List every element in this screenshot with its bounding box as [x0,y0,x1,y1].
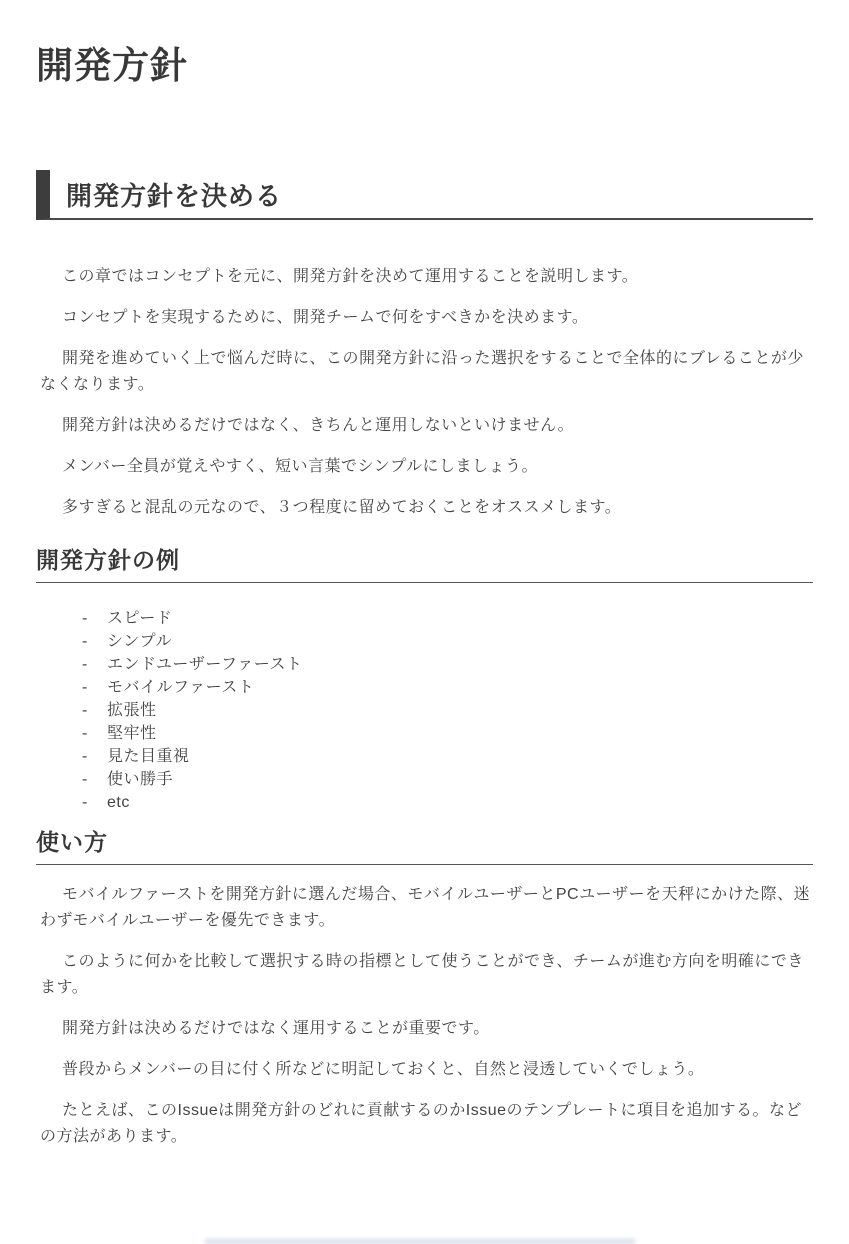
paragraph: 開発方針は決めるだけではなく、きちんと運用しないといけません。 [62,417,575,435]
examples-heading: 開発方針の例 [36,546,813,583]
list-item [82,791,813,814]
paragraph: 開発を進めていく上で悩んだ時に、この開発方針に沿った選択をすることで全体的にブレることが少なくなります。 [40,350,804,394]
examples-list [36,607,813,814]
list-bullet: - [82,771,88,789]
list-bullet: - [82,702,88,720]
list-item-label: 堅牢性 [107,725,157,743]
paragraph: このように何かを比較して選択する時の指標として使うことができ、チームが進む方向を明確にできます。 [40,953,804,997]
list-item [82,768,813,791]
list-item-label: etc [107,794,130,812]
page-title: 開発方針 [36,45,188,86]
list-bullet: - [82,679,88,697]
list-bullet: - [82,656,88,674]
list-item-label: モバイルファースト [107,679,255,697]
list-bullet: - [82,748,88,766]
list-item [82,699,813,722]
paragraph: モバイルファーストを開発方針に選んだ場合、モバイルユーザーとPCユーザーを天秤にかけた際、迷わずモバイルユーザーを優先できます。 [40,886,811,930]
list-item-label: 見た目重視 [107,748,190,766]
paragraph: 普段からメンバーの目に付く所などに明記しておくと、自然と浸透していくでしょう。 [62,1061,705,1079]
section-heading-block [36,170,813,220]
list-item-label: 拡張性 [107,702,157,720]
paragraph: メンバー全員が覚えやすく、短い言葉でシンプルにしましょう。 [62,458,539,476]
list-bullet: - [82,610,88,628]
list-item [82,676,813,699]
list-item-label: エンドユーザーファースト [107,656,303,674]
paragraph: 多すぎると混乱の元なので、３つ程度に留めておくことをオススメします。 [62,499,622,517]
list-bullet: - [82,633,88,651]
list-item [82,630,813,653]
decide-section-body [36,220,813,521]
page-bottom-cutoff-artifact [205,1239,635,1244]
paragraph: コンセプトを実現するために、開発チームで何をすべきかを決めます。 [62,309,589,327]
list-bullet: - [82,725,88,743]
paragraph: たとえば、このIssueは開発方針のどれに貢献するのかIssueのテンプレートに項目を追加する。などの方法があります。 [40,1102,803,1146]
list-item [82,607,813,630]
usage-section-body [36,865,813,1150]
list-item-label: 使い勝手 [107,771,174,789]
paragraph: 開発方針は決めるだけではなく運用することが重要です。 [62,1020,490,1038]
list-item-label: シンプル [107,633,172,651]
list-item [82,653,813,676]
list-item-label: スピード [107,610,173,628]
document-page [0,44,849,1150]
usage-heading: 使い方 [36,828,813,865]
paragraph: この章ではコンセプトを元に、開発方針を決めて運用することを説明します。 [62,268,639,286]
list-item [82,722,813,745]
list-item [82,745,813,768]
section-heading-label: 開発方針を決める [66,180,283,211]
list-bullet: - [82,794,88,812]
